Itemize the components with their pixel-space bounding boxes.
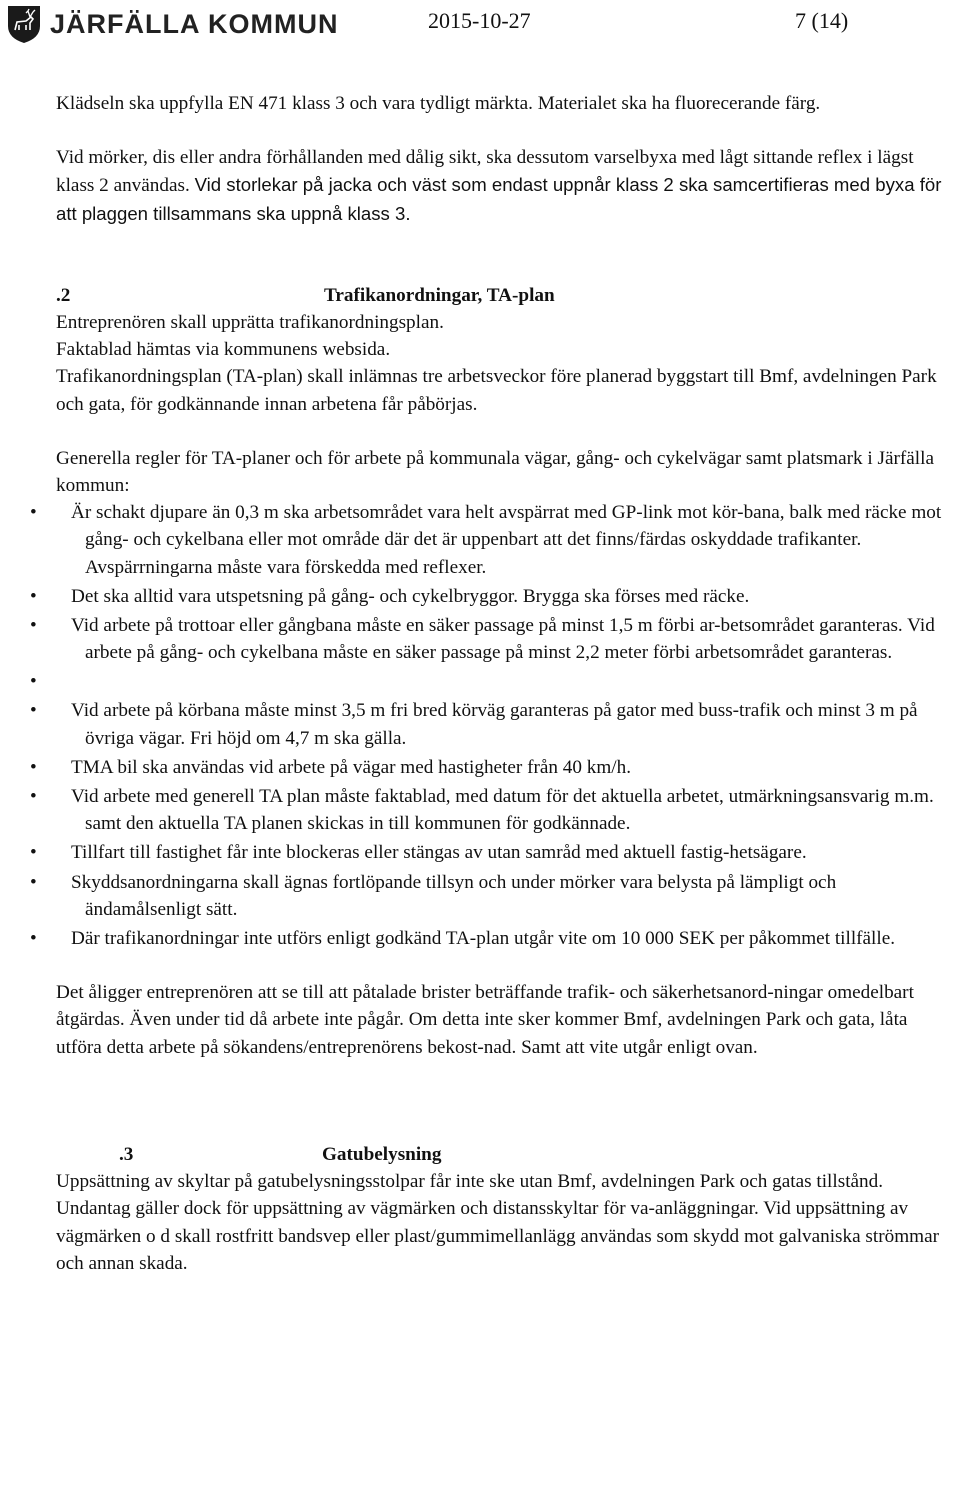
list-item-empty [0, 668, 946, 695]
page-header [0, 0, 960, 50]
list-item: • Är schakt djupare än 0,3 m ska arbetsområdet vara helt avspärrat med GP-link mot kör-bana, balk med räcke mot gång- och cykelbana eller mot område där det är uppenbart att det finns/färdas oskyddade trafikanter. Avspärrningarna måste vara förskedda med reflexer. [0, 499, 946, 581]
bullet-icon: • [30, 871, 37, 893]
closing-paragraph: Det åligger entreprenören att se till att påtalade brister beträffande trafik- och säkerhetsanord-ningar omedelbart åtgärdas. Även under tid då arbete inte pågår. Om detta inte sker kommer Bmf, avdelningen Park och gata, låta utföra detta arbete på sökandens/entreprenörens bekost-nad. Samt att vite utgår enligt ovan. [56, 982, 914, 1058]
bullet-icon: • [30, 615, 37, 637]
bullet-icon: • [30, 585, 37, 607]
section-2-number: .2 [56, 284, 71, 306]
intro-paragraph-2b: Vid storlekar på jacka och väst som endast uppnår klass 2 ska samcertifieras med byxa för att plaggen tillsammans ska uppnå klass 3. [56, 174, 942, 224]
document-date: 2015-10-27 [428, 8, 531, 33]
rules-intro: Generella regler för TA-planer och för arbete på kommunala vägar, gång- och cykelvägar samt platsmark i Järfälla kommun: [56, 447, 934, 497]
municipality-logo [6, 4, 338, 44]
list-item: • Skyddsanordningarna skall ägnas fortlöpande tillsyn och under mörker vara belysta på lämpligt och ändamålsenligt sätt. [0, 869, 946, 923]
list-item: • Det ska alltid vara utspetsning på gång- och cykelbryggor. Brygga ska förses med räcke. [0, 583, 946, 610]
section-3-text: Uppsättning av skyltar på gatubelysningsstolpar får inte ske utan Bmf, avdelningen Park och gatas tillstånd. Undantag gäller dock för uppsättning av vägmärken och distansskyltar för va-anläggningar. Vid uppsättning av vägmärken o d skall rostfritt bandsvep eller plast/gummimellanlägg användas som skydd mot galvaniska strömmar och annan skada. [56, 1171, 939, 1274]
section-3-title: Gatubelysning [322, 1143, 442, 1165]
list-item: • TMA bil ska användas vid arbete på vägar med hastigheter från 40 km/h. [0, 754, 946, 781]
list-item: • Vid arbete på körbana måste minst 3,5 m fri bred körväg garanteras på gator med buss-trafik och minst 3 m på övriga vägar. Fri höjd om 4,7 m ska gälla. [0, 697, 946, 751]
bullet-icon: • [30, 671, 37, 693]
list-item: • Vid arbete på trottoar eller gångbana måste en säker passage på minst 1,5 m förbi ar-betsområdet garanteras. Vid arbete på gång- och cykelbana måste en säker passage på minst 2,2 meter förbi arbetsområdet garanteras. [0, 612, 946, 666]
intro-paragraph-2 [56, 144, 946, 228]
logo-wordmark: JÄRFÄLLA KOMMUN [50, 9, 339, 39]
document-body [30, 90, 946, 1277]
list-item: • Där trafikanordningar inte utförs enligt godkänd TA-plan utgår vite om 10 000 SEK per påkommet tillfälle. [0, 925, 946, 952]
bullet-icon: • [30, 842, 37, 864]
reindeer-crest-icon [6, 4, 42, 44]
bullet-icon: • [30, 786, 37, 808]
section-2-title: Trafikanordningar, TA-plan [324, 284, 555, 306]
list-item: • Vid arbete med generell TA plan måste faktablad, med datum för det aktuella arbetet, utmärkningsansvarig m.m. samt den aktuella TA planen skickas in till kommunen för godkännade. [0, 783, 946, 837]
bullet-icon: • [30, 756, 37, 778]
section-2-line-3: Trafikanordningsplan (TA-plan) skall inlämnas tre arbetsveckor före planerad byggstart till Bmf, avdelningen Park och gata, för godkännande innan arbetena får påbörjas. [56, 366, 937, 415]
page-number: 7 (14) [795, 8, 849, 33]
section-3-number: .3 [119, 1143, 134, 1165]
section-2-line-1: Entreprenören skall upprätta trafikanordningsplan. [56, 312, 444, 334]
intro-paragraph-2a: Vid mörker, dis eller andra förhållanden med dålig sikt, ska dessutom varselbyxa med lågt sittande reflex i lägst klass 2 användas. [56, 147, 914, 197]
intro-paragraph-1: Klädseln ska uppfylla EN 471 klass 3 och vara tydligt märkta. Materialet ska ha fluorecerande färg. [56, 93, 821, 114]
bullet-icon: • [30, 928, 37, 950]
section-2-line-2: Faktablad hämtas via kommunens websida. [56, 339, 391, 361]
section-2-heading [56, 282, 946, 309]
rules-list [0, 499, 946, 952]
bullet-icon: • [30, 502, 37, 524]
list-item: • Tillfart till fastighet får inte blockeras eller stängas av utan samråd med aktuell fastig-hetsägare. [0, 839, 946, 866]
bullet-icon: • [30, 700, 37, 722]
section-3-heading [56, 1141, 946, 1168]
